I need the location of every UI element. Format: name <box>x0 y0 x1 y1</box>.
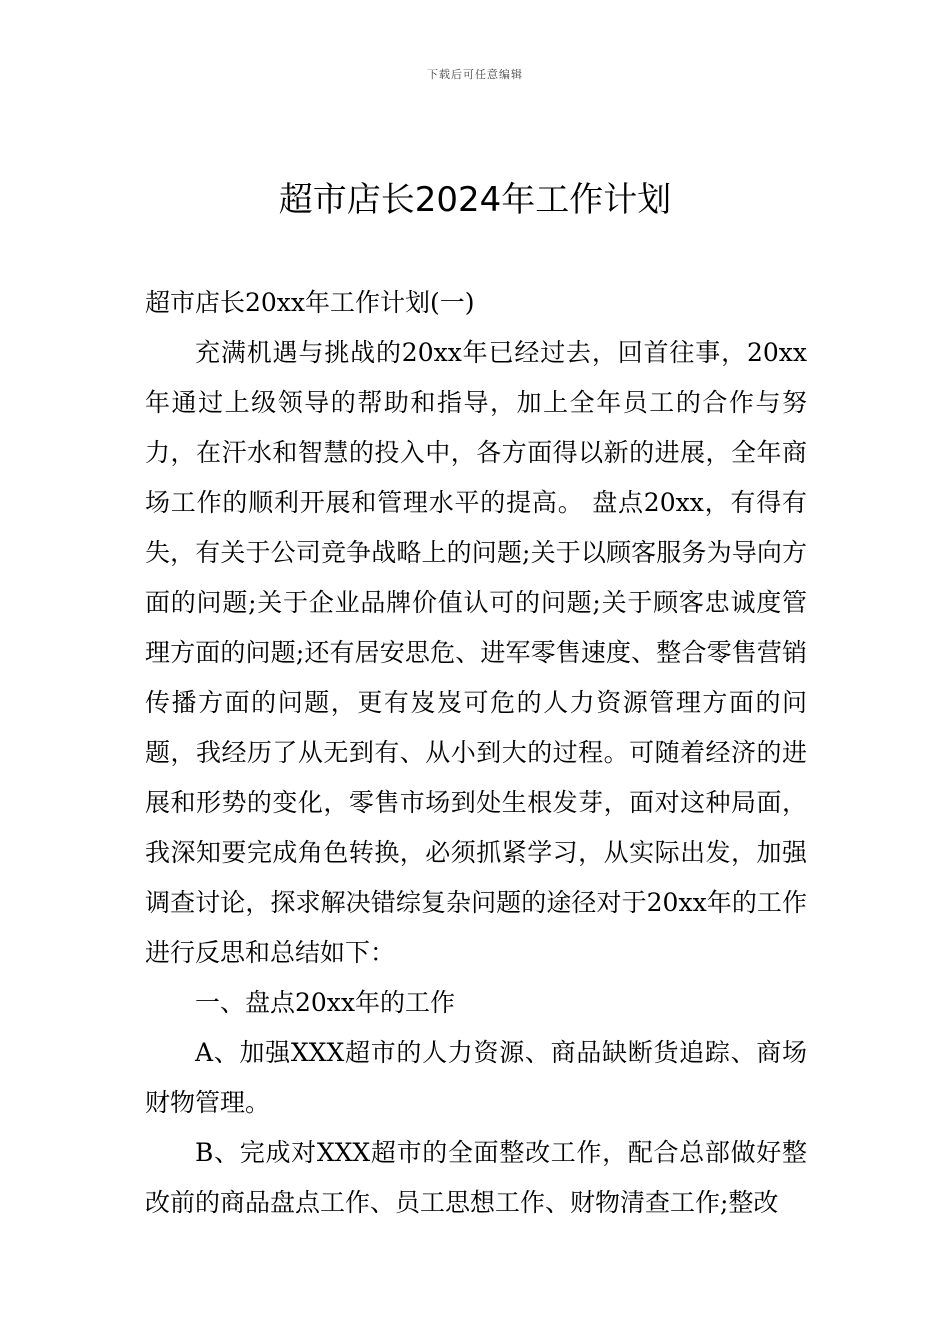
paragraph-item-a: A、加强XXX超市的人力资源、商品缺断货追踪、商场财物管理。 <box>145 1038 807 1117</box>
document-title: 超市店长2024年工作计划 <box>278 180 672 220</box>
section-subtitle: 超市店长20xx年工作计划(一) <box>145 288 475 317</box>
document-body <box>145 278 807 1228</box>
paragraph-intro: 充满机遇与挑战的20xx年已经过去，回首往事，20xx年通过上级领导的帮助和指导，加上全年员工的合作与努力，在汗水和智慧的投入中，各方面得以新的进展，全年商场工作的顺利开展和管理水平的提高。 盘点20xx，有得有失，有关于公司竞争战略上的问题;关于以顾客服务为导向方面的问题;关于企业品牌价值认可的问题;关于顾客忠诚度管理方面的问题;还有居安思危、进军零售速度、整合零售营销传播方面的问题，更有岌岌可危的人力资源管理方面的问题，我经历了从无到有、从小到大的过程。可随着经济的进展和形势的变化，零售市场到处生根发芽，面对这种局面，我深知要完成角色转换，必须抓紧学习，从实际出发，加强调查讨论，探求解决错综复杂问题的途径对于20xx年的工作进行反思和总结如下： <box>145 338 807 967</box>
header-note: 下载后可任意编辑 <box>427 68 523 81</box>
paragraph-item-b: B、完成对XXX超市的全面整改工作，配合总部做好整改前的商品盘点工作、员工思想工作、财物清查工作;整改 <box>145 1138 807 1217</box>
section-heading-review: 一、盘点20xx年的工作 <box>195 988 456 1017</box>
